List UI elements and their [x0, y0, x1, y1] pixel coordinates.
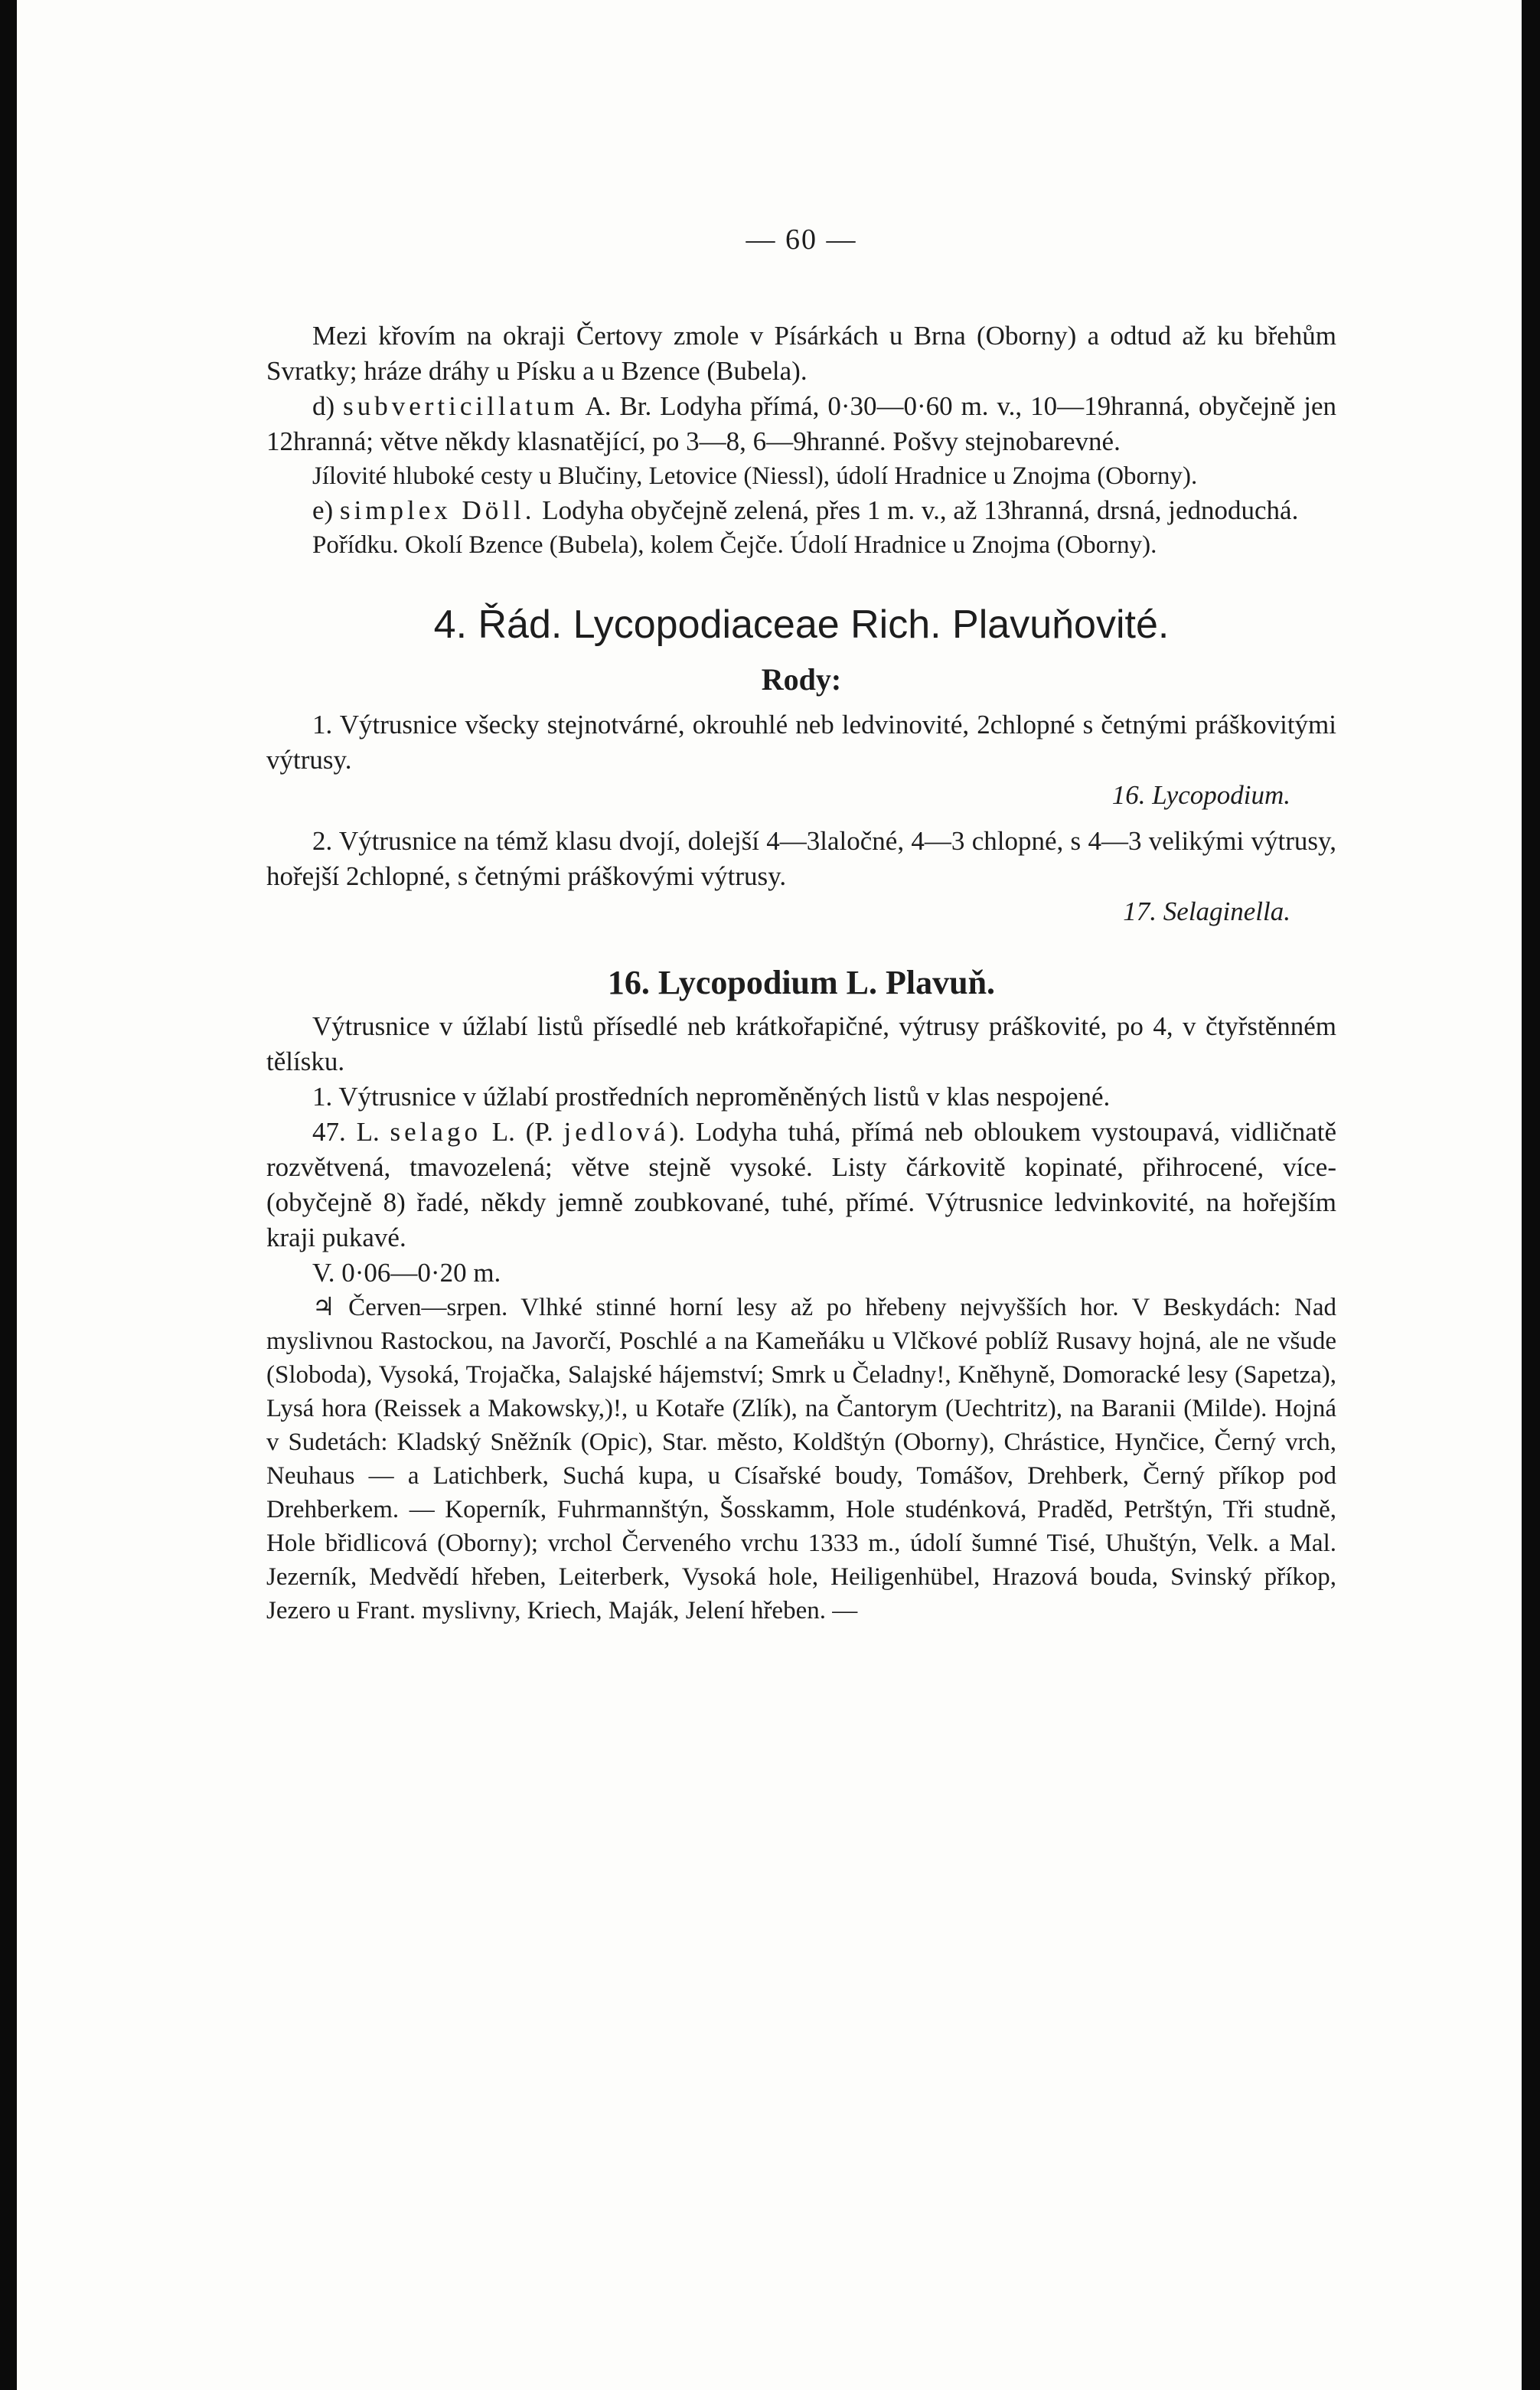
page-number: — 60 —	[746, 224, 857, 256]
genus-heading: 16. Lycopodium L. Plavuň.	[607, 964, 996, 1001]
variety-d	[266, 389, 1336, 459]
species-description: ). Lodyha tuhá, přímá neb obloukem vystoupavá, vidličnatě rozvětvená, tmavozelená; větve stejně vysoké. Listy čárkovitě kopinaté, přihrocené, více- (obyčejně 8) řadé, někdy jemně zoubkované, tuhé, přímé. Výtrusnice ledvinkovité, na hořejším kraji pukavé.	[266, 1117, 1336, 1252]
paragraph-locality: Mezi křovím na okraji Čertovy zmole v Písárkách u Brna (Oborny) a odtud až ku břehům Svratky; hráze dráhy u Písku a u Bzence (Bubela).	[266, 321, 1336, 386]
species-height: V. 0·06—0·20 m.	[312, 1258, 501, 1288]
key-item-1-ref-line	[266, 778, 1336, 813]
genus-description: Výtrusnice v úžlabí listů přísedlé neb krátkořapičné, výtrusy práškovité, po 4, v čtyřstěnném tělísku.	[266, 1011, 1336, 1076]
variety-e-text: Lodyha obyčejně zelená, přes 1 m. v., až 13hranná, drsná, jednoduchá.	[535, 495, 1299, 525]
species-habitat: ♃ Červen—srpen. Vlhké stinné horní lesy až po hřebeny nejvyšších hor. V Beskydách: Nad myslivnou Rastockou, na Javorčí, Poschlé a na Kameňáku u Vlčkové poblíž Rusavy hojná, ale ne všude (Sloboda), Vysoká, Trojačka, Salajské hájemství; Smrk u Čeladny!, Kněhyně, Domoracké lesy (Sapetza), Lysá hora (Reissek a Makowsky,)!, u Kotaře (Zlík), na Čantorym (Uechtritz), na Baranii (Milde). Hojná v Sudetách: Kladský Sněžník (Opic), Star. město, Koldštýn (Oborny), Chrástice, Hynčice, Černý vrch, Neuhaus — a Latichberk, Suchá kupa, u Císařské boudy, Tomášov, Drehberk, Černý příkop pod Drehberkem. — Koperník, Fuhrmannštýn, Šosskamm, Hole studénková, Praděd, Petrštýn, Tři studně, Hole břidlicová (Oborny); vrchol Červeného vrchu 1333 m., údolí šumné Tisé, Uhuštýn, Velk. a Mal. Jezerník, Medvědí hřeben, Leiterberk, Vysoká hole, Heiligenhübel, Hrazová bouda, Svinský příkop, Jezero u Frant. myslivny, Kriech, Maják, Jelení hřeben. —	[266, 1294, 1336, 1624]
species-name: selago	[390, 1117, 481, 1147]
genus-subdivision: 1. Výtrusnice v úžlabí prostředních neproměněných listů v klas nespojené.	[312, 1082, 1111, 1112]
paragraph-locality-e: Pořídku. Okolí Bzence (Bubela), kolem Čejče. Údolí Hradnice u Znojma (Oborny).	[312, 531, 1157, 559]
variety-d-name: subverticillatum	[343, 391, 579, 421]
variety-e	[266, 493, 1336, 528]
key-item-2-ref: 17. Selaginella.	[1123, 896, 1290, 926]
order-heading: 4. Řád. Lycopodiaceae Rich. Plavuňovité.	[433, 602, 1170, 647]
key-item-1-ref: 16. Lycopodium.	[1111, 780, 1290, 810]
species-number: 47. L.	[312, 1117, 390, 1147]
variety-d-label: d)	[312, 391, 344, 421]
species-author: L. (P.	[481, 1117, 564, 1147]
variety-e-name: simplex	[339, 495, 452, 525]
variety-e-author: Döll.	[451, 495, 536, 525]
genera-heading: Rody:	[761, 662, 842, 697]
paragraph-locality-d: Jílovité hluboké cesty u Blučiny, Letovice (Niessl), údolí Hradnice u Znojma (Oborny).	[312, 462, 1198, 490]
key-item-1: 1. Výtrusnice všecky stejnotvárné, okrouhlé neb ledvinovité, 2chlopné s četnými práškovitými výtrusy.	[266, 710, 1336, 775]
species-czech-name: jedlová	[563, 1117, 670, 1147]
variety-d-text: A. Br. Lodyha přímá, 0·30—0·60 m. v., 10—19hranná, obyčejně jen 12hranná; větve někdy klasnatějící, po 3—8, 6—9hranné. Pošvy stejnobarevné.	[266, 391, 1336, 456]
book-page	[17, 0, 1522, 2390]
variety-e-label: e)	[312, 495, 340, 525]
key-item-2: 2. Výtrusnice na témž klasu dvojí, dolejší 4—3laločné, 4—3 chlopné, s 4—3 velikými výtrusy, hořejší 2chlopné, s četnými práškovými výtrusy.	[266, 826, 1336, 891]
key-item-2-ref-line	[266, 894, 1336, 929]
species-selago	[266, 1115, 1336, 1255]
page-content	[266, 222, 1336, 1628]
